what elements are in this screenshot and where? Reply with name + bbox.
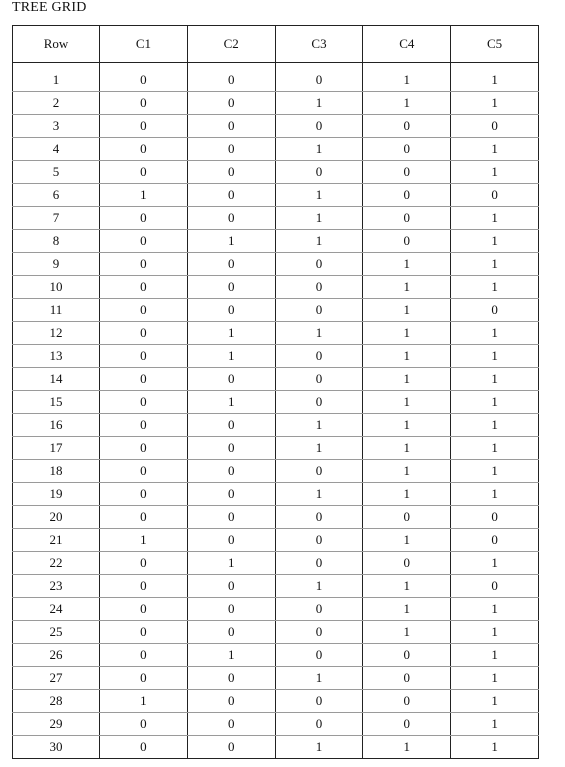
grid-cell: 0 bbox=[100, 667, 188, 690]
table-row bbox=[13, 299, 539, 322]
grid-cell: 1 bbox=[451, 598, 539, 621]
grid-cell: 1 bbox=[275, 437, 363, 460]
grid-cell: 0 bbox=[187, 575, 275, 598]
grid-cell: 0 bbox=[187, 506, 275, 529]
grid-cell: 0 bbox=[363, 230, 451, 253]
grid-cell: 0 bbox=[451, 506, 539, 529]
row-number-cell: 22 bbox=[13, 552, 100, 575]
grid-cell: 1 bbox=[187, 552, 275, 575]
grid-cell: 0 bbox=[275, 506, 363, 529]
row-number-cell: 8 bbox=[13, 230, 100, 253]
table-row bbox=[13, 667, 539, 690]
grid-cell: 0 bbox=[100, 621, 188, 644]
grid-cell: 0 bbox=[100, 736, 188, 759]
grid-cell: 0 bbox=[100, 506, 188, 529]
grid-cell: 0 bbox=[363, 552, 451, 575]
grid-cell: 1 bbox=[451, 207, 539, 230]
grid-cell: 0 bbox=[100, 460, 188, 483]
grid-cell: 0 bbox=[187, 115, 275, 138]
table-row bbox=[13, 506, 539, 529]
grid-cell: 0 bbox=[363, 207, 451, 230]
row-number-cell: 19 bbox=[13, 483, 100, 506]
row-number-cell: 15 bbox=[13, 391, 100, 414]
grid-cell: 1 bbox=[100, 184, 188, 207]
grid-cell: 0 bbox=[363, 115, 451, 138]
grid-cell: 0 bbox=[275, 299, 363, 322]
grid-cell: 1 bbox=[275, 184, 363, 207]
grid-cell: 1 bbox=[451, 138, 539, 161]
row-number-cell: 24 bbox=[13, 598, 100, 621]
table-row bbox=[13, 345, 539, 368]
grid-cell: 1 bbox=[363, 368, 451, 391]
grid-cell: 0 bbox=[363, 184, 451, 207]
grid-cell: 0 bbox=[275, 345, 363, 368]
grid-cell: 0 bbox=[275, 368, 363, 391]
grid-cell: 1 bbox=[363, 483, 451, 506]
grid-cell: 0 bbox=[275, 276, 363, 299]
column-header-row: Row bbox=[13, 26, 100, 63]
tree-grid bbox=[12, 25, 538, 759]
grid-cell: 0 bbox=[100, 322, 188, 345]
grid-cell: 0 bbox=[275, 391, 363, 414]
grid-cell: 0 bbox=[100, 207, 188, 230]
row-number-cell: 18 bbox=[13, 460, 100, 483]
grid-cell: 1 bbox=[275, 92, 363, 115]
header-row bbox=[13, 26, 539, 63]
grid-table bbox=[12, 25, 539, 759]
grid-cell: 0 bbox=[100, 69, 188, 92]
grid-cell: 1 bbox=[451, 644, 539, 667]
grid-cell: 1 bbox=[451, 483, 539, 506]
grid-cell: 0 bbox=[100, 276, 188, 299]
column-header-c1: C1 bbox=[100, 26, 188, 63]
grid-cell: 1 bbox=[451, 690, 539, 713]
grid-cell: 0 bbox=[187, 368, 275, 391]
grid-cell: 0 bbox=[187, 529, 275, 552]
row-number-cell: 16 bbox=[13, 414, 100, 437]
grid-cell: 1 bbox=[451, 437, 539, 460]
grid-cell: 1 bbox=[451, 92, 539, 115]
table-row bbox=[13, 414, 539, 437]
grid-cell: 1 bbox=[275, 483, 363, 506]
grid-cell: 1 bbox=[187, 391, 275, 414]
grid-cell: 0 bbox=[451, 299, 539, 322]
table-row bbox=[13, 460, 539, 483]
grid-cell: 0 bbox=[275, 529, 363, 552]
grid-cell: 0 bbox=[100, 391, 188, 414]
row-number-cell: 5 bbox=[13, 161, 100, 184]
grid-cell: 0 bbox=[100, 598, 188, 621]
column-header-c4: C4 bbox=[363, 26, 451, 63]
grid-cell: 0 bbox=[100, 115, 188, 138]
grid-cell: 0 bbox=[187, 184, 275, 207]
grid-cell: 0 bbox=[363, 713, 451, 736]
table-row bbox=[13, 276, 539, 299]
grid-cell: 0 bbox=[275, 69, 363, 92]
grid-cell: 0 bbox=[100, 414, 188, 437]
grid-cell: 0 bbox=[275, 115, 363, 138]
row-number-cell: 3 bbox=[13, 115, 100, 138]
grid-cell: 0 bbox=[187, 437, 275, 460]
row-number-cell: 28 bbox=[13, 690, 100, 713]
row-number-cell: 29 bbox=[13, 713, 100, 736]
table-row bbox=[13, 690, 539, 713]
grid-cell: 0 bbox=[100, 253, 188, 276]
row-number-cell: 12 bbox=[13, 322, 100, 345]
grid-cell: 1 bbox=[275, 322, 363, 345]
grid-cell: 1 bbox=[451, 552, 539, 575]
grid-cell: 0 bbox=[275, 598, 363, 621]
grid-cell: 0 bbox=[187, 621, 275, 644]
grid-cell: 1 bbox=[363, 391, 451, 414]
grid-cell: 1 bbox=[363, 276, 451, 299]
row-number-cell: 13 bbox=[13, 345, 100, 368]
grid-cell: 1 bbox=[363, 345, 451, 368]
grid-cell: 0 bbox=[187, 253, 275, 276]
table-row bbox=[13, 115, 539, 138]
table-row bbox=[13, 368, 539, 391]
grid-cell: 0 bbox=[187, 690, 275, 713]
grid-cell: 0 bbox=[363, 138, 451, 161]
row-number-cell: 7 bbox=[13, 207, 100, 230]
table-row bbox=[13, 437, 539, 460]
grid-cell: 0 bbox=[187, 414, 275, 437]
grid-cell: 0 bbox=[275, 552, 363, 575]
grid-cell: 1 bbox=[363, 414, 451, 437]
grid-cell: 0 bbox=[363, 667, 451, 690]
grid-cell: 1 bbox=[100, 529, 188, 552]
grid-cell: 1 bbox=[451, 460, 539, 483]
grid-cell: 0 bbox=[187, 713, 275, 736]
table-row bbox=[13, 322, 539, 345]
table-row bbox=[13, 207, 539, 230]
table-row bbox=[13, 552, 539, 575]
table-row bbox=[13, 483, 539, 506]
grid-cell: 0 bbox=[363, 690, 451, 713]
grid-cell: 0 bbox=[100, 230, 188, 253]
grid-cell: 0 bbox=[100, 483, 188, 506]
row-number-cell: 26 bbox=[13, 644, 100, 667]
grid-cell: 0 bbox=[275, 253, 363, 276]
grid-cell: 0 bbox=[451, 529, 539, 552]
grid-cell: 0 bbox=[187, 207, 275, 230]
grid-cell: 1 bbox=[451, 345, 539, 368]
grid-cell: 0 bbox=[187, 161, 275, 184]
grid-cell: 1 bbox=[363, 253, 451, 276]
grid-cell: 0 bbox=[363, 644, 451, 667]
table-row bbox=[13, 230, 539, 253]
grid-cell: 0 bbox=[275, 161, 363, 184]
grid-cell: 0 bbox=[100, 575, 188, 598]
grid-cell: 1 bbox=[363, 529, 451, 552]
grid-cell: 1 bbox=[451, 368, 539, 391]
row-number-cell: 30 bbox=[13, 736, 100, 759]
grid-cell: 0 bbox=[100, 92, 188, 115]
grid-cell: 0 bbox=[187, 276, 275, 299]
row-number-cell: 11 bbox=[13, 299, 100, 322]
grid-cell: 1 bbox=[363, 322, 451, 345]
table-row bbox=[13, 184, 539, 207]
grid-cell: 1 bbox=[451, 322, 539, 345]
row-number-cell: 10 bbox=[13, 276, 100, 299]
row-number-cell: 25 bbox=[13, 621, 100, 644]
grid-cell: 1 bbox=[275, 736, 363, 759]
grid-cell: 1 bbox=[363, 92, 451, 115]
row-number-cell: 2 bbox=[13, 92, 100, 115]
row-number-cell: 14 bbox=[13, 368, 100, 391]
grid-cell: 0 bbox=[187, 92, 275, 115]
grid-cell: 1 bbox=[451, 161, 539, 184]
grid-cell: 0 bbox=[100, 644, 188, 667]
grid-cell: 1 bbox=[451, 391, 539, 414]
grid-cell: 0 bbox=[451, 575, 539, 598]
grid-cell: 1 bbox=[275, 230, 363, 253]
grid-cell: 0 bbox=[187, 736, 275, 759]
grid-cell: 0 bbox=[363, 161, 451, 184]
grid-cell: 0 bbox=[187, 483, 275, 506]
table-row bbox=[13, 621, 539, 644]
grid-cell: 1 bbox=[363, 736, 451, 759]
table-row bbox=[13, 138, 539, 161]
grid-cell: 1 bbox=[363, 575, 451, 598]
grid-cell: 0 bbox=[275, 690, 363, 713]
column-header-c3: C3 bbox=[275, 26, 363, 63]
grid-cell: 1 bbox=[451, 713, 539, 736]
grid-body bbox=[13, 63, 539, 759]
grid-cell: 1 bbox=[275, 575, 363, 598]
grid-cell: 0 bbox=[100, 437, 188, 460]
row-number-cell: 21 bbox=[13, 529, 100, 552]
table-row bbox=[13, 92, 539, 115]
grid-cell: 1 bbox=[363, 69, 451, 92]
grid-cell: 0 bbox=[100, 713, 188, 736]
grid-cell: 1 bbox=[451, 253, 539, 276]
row-number-cell: 27 bbox=[13, 667, 100, 690]
grid-cell: 1 bbox=[451, 667, 539, 690]
column-header-c5: C5 bbox=[451, 26, 539, 63]
grid-cell: 0 bbox=[275, 621, 363, 644]
grid-cell: 0 bbox=[187, 138, 275, 161]
grid-cell: 0 bbox=[275, 713, 363, 736]
grid-cell: 0 bbox=[363, 506, 451, 529]
grid-cell: 0 bbox=[275, 644, 363, 667]
grid-cell: 1 bbox=[451, 69, 539, 92]
grid-cell: 0 bbox=[451, 184, 539, 207]
row-number-cell: 20 bbox=[13, 506, 100, 529]
grid-cell: 0 bbox=[100, 138, 188, 161]
row-number-cell: 17 bbox=[13, 437, 100, 460]
row-number-cell: 4 bbox=[13, 138, 100, 161]
grid-cell: 1 bbox=[187, 644, 275, 667]
table-row bbox=[13, 161, 539, 184]
grid-cell: 0 bbox=[100, 368, 188, 391]
grid-cell: 0 bbox=[187, 460, 275, 483]
table-row bbox=[13, 575, 539, 598]
grid-cell: 1 bbox=[451, 736, 539, 759]
row-number-cell: 1 bbox=[13, 69, 100, 92]
column-header-c2: C2 bbox=[187, 26, 275, 63]
grid-cell: 1 bbox=[275, 414, 363, 437]
grid-cell: 1 bbox=[187, 230, 275, 253]
table-row bbox=[13, 253, 539, 276]
grid-cell: 1 bbox=[100, 690, 188, 713]
grid-cell: 0 bbox=[275, 460, 363, 483]
table-row bbox=[13, 529, 539, 552]
grid-cell: 1 bbox=[363, 460, 451, 483]
grid-cell: 1 bbox=[275, 138, 363, 161]
grid-cell: 1 bbox=[275, 667, 363, 690]
grid-cell: 0 bbox=[187, 299, 275, 322]
grid-cell: 1 bbox=[363, 621, 451, 644]
table-row bbox=[13, 391, 539, 414]
row-number-cell: 23 bbox=[13, 575, 100, 598]
grid-cell: 1 bbox=[275, 207, 363, 230]
page-title: TREE GRID bbox=[12, 0, 87, 15]
table-row bbox=[13, 598, 539, 621]
grid-cell: 0 bbox=[187, 598, 275, 621]
grid-cell: 0 bbox=[100, 161, 188, 184]
row-number-cell: 9 bbox=[13, 253, 100, 276]
grid-cell: 0 bbox=[100, 299, 188, 322]
grid-cell: 1 bbox=[451, 276, 539, 299]
grid-cell: 0 bbox=[187, 69, 275, 92]
grid-cell: 1 bbox=[363, 598, 451, 621]
grid-cell: 0 bbox=[187, 667, 275, 690]
grid-cell: 1 bbox=[451, 621, 539, 644]
grid-cell: 1 bbox=[363, 299, 451, 322]
grid-cell: 0 bbox=[451, 115, 539, 138]
grid-cell: 0 bbox=[100, 345, 188, 368]
grid-cell: 1 bbox=[451, 414, 539, 437]
table-row bbox=[13, 736, 539, 759]
grid-cell: 1 bbox=[451, 230, 539, 253]
table-row bbox=[13, 69, 539, 92]
grid-cell: 1 bbox=[187, 322, 275, 345]
table-row bbox=[13, 713, 539, 736]
grid-cell: 1 bbox=[187, 345, 275, 368]
table-row bbox=[13, 644, 539, 667]
row-number-cell: 6 bbox=[13, 184, 100, 207]
grid-cell: 0 bbox=[100, 552, 188, 575]
grid-cell: 1 bbox=[363, 437, 451, 460]
